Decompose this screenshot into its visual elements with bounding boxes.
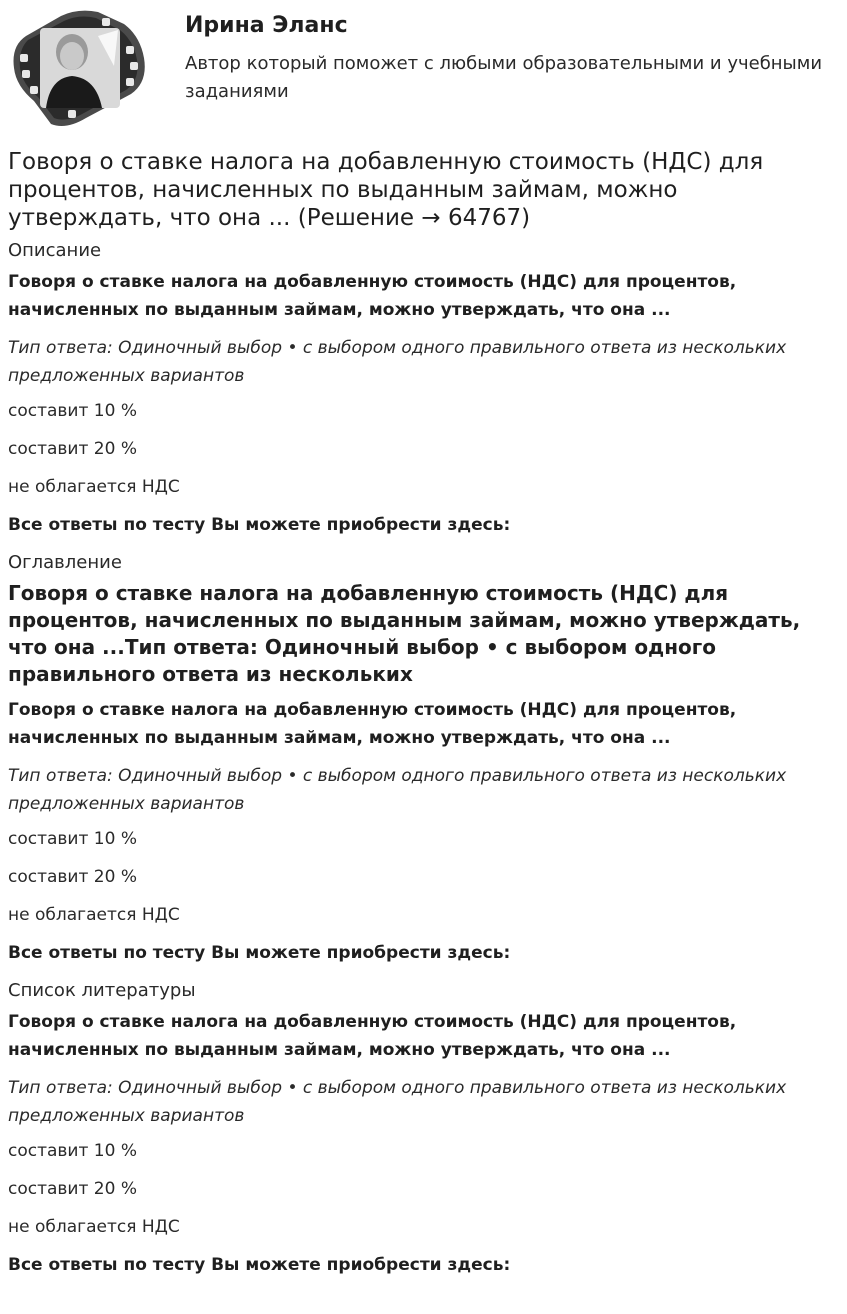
author-photo bbox=[40, 28, 120, 108]
main-content bbox=[8, 148, 838, 1292]
literature-section bbox=[8, 980, 838, 1276]
author-avatar[interactable] bbox=[6, 6, 151, 128]
answer-option: составит 10 % bbox=[8, 829, 137, 849]
answer-type: Тип ответа: Одиночный выбор • с выбором одного правильного ответа из нескольких предложенных вариантов bbox=[8, 1078, 787, 1126]
author-name[interactable]: Ирина Эланс bbox=[185, 13, 348, 38]
answer-option: составит 10 % bbox=[8, 1141, 137, 1161]
page-title: Говоря о ставке налога на добавленную стоимость (НДС) для процентов, начисленных по выданным займам, можно утверждать, что она ... (Решение → 64767) bbox=[8, 149, 764, 231]
buy-answers-text: Все ответы по тесту Вы можете приобрести здесь: bbox=[8, 515, 511, 535]
answer-type: Тип ответа: Одиночный выбор • с выбором одного правильного ответа из нескольких предложенных вариантов bbox=[8, 338, 787, 386]
author-header bbox=[0, 0, 847, 140]
buy-answers-text: Все ответы по тесту Вы можете приобрести здесь: bbox=[8, 1255, 511, 1275]
question-text: Говоря о ставке налога на добавленную стоимость (НДС) для процентов, начисленных по выданным займам, можно утверждать, что она ... bbox=[8, 1012, 737, 1060]
description-section bbox=[8, 240, 838, 536]
answer-option: составит 20 % bbox=[8, 867, 137, 887]
answer-option: не облагается НДС bbox=[8, 1217, 180, 1237]
description-label: Описание bbox=[8, 240, 102, 261]
answer-option: составит 10 % bbox=[8, 401, 137, 421]
answer-type: Тип ответа: Одиночный выбор • с выбором одного правильного ответа из нескольких предложенных вариантов bbox=[8, 766, 787, 814]
literature-label: Список литературы bbox=[8, 980, 196, 1001]
question-text: Говоря о ставке налога на добавленную стоимость (НДС) для процентов, начисленных по выданным займам, можно утверждать, что она ... bbox=[8, 272, 737, 320]
toc-heading: Говоря о ставке налога на добавленную стоимость (НДС) для процентов, начисленных по выданным займам, можно утверждать, что она ...Тип ответа: Одиночный выбор • с выбором одного правильного ответа из нескольких bbox=[8, 581, 801, 686]
question-text: Говоря о ставке налога на добавленную стоимость (НДС) для процентов, начисленных по выданным займам, можно утверждать, что она ... bbox=[8, 700, 737, 748]
author-description: Автор который поможет с любыми образовательными и учебными заданиями bbox=[185, 53, 823, 102]
answer-option: не облагается НДС bbox=[8, 477, 180, 497]
toc-label: Оглавление bbox=[8, 552, 122, 573]
toc-section bbox=[8, 552, 838, 964]
buy-answers-text: Все ответы по тесту Вы можете приобрести здесь: bbox=[8, 943, 511, 963]
answer-option: составит 20 % bbox=[8, 439, 137, 459]
answer-option: составит 20 % bbox=[8, 1179, 137, 1199]
answer-option: не облагается НДС bbox=[8, 905, 180, 925]
